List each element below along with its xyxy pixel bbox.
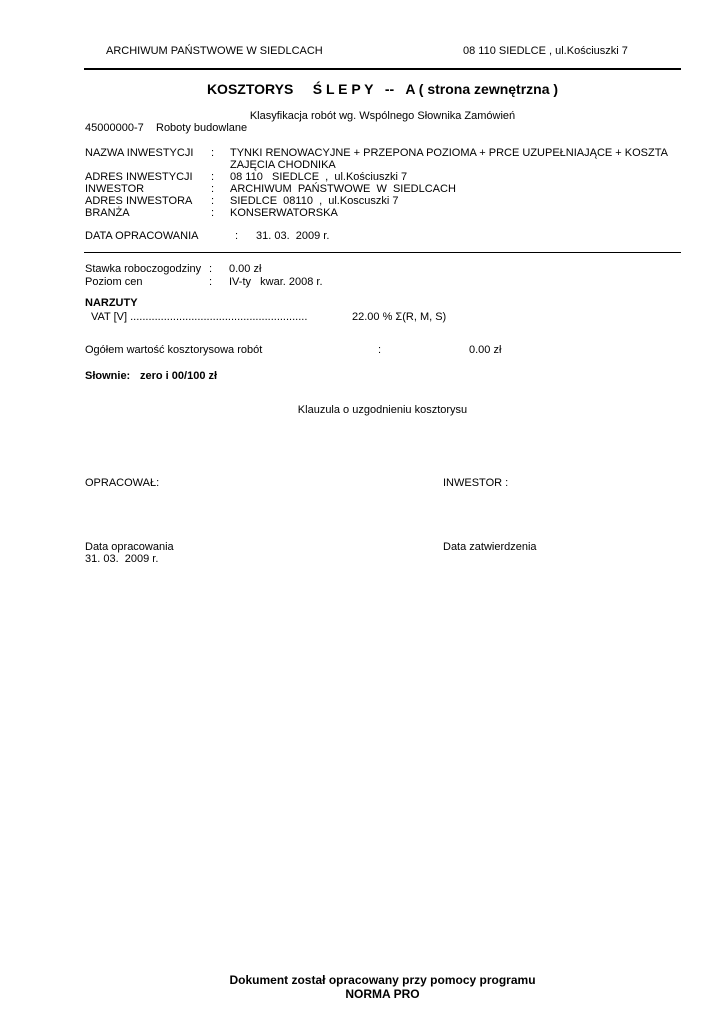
investor-signature-label: INWESTOR : (443, 477, 509, 489)
info-label-branch: BRANŻA (85, 207, 130, 219)
info-value-investor-address: SIEDLCE 08110 , ul.Koscuszki 7 (230, 195, 399, 207)
info-value-investment-address: 08 110 SIEDLCE , ul.Kościuszki 7 (230, 171, 408, 183)
header-divider (84, 68, 681, 70)
prepared-by-label: OPRACOWAŁ: (85, 477, 160, 489)
info-value-investment: TYNKI RENOWACYJNE + PRZEPONA POZIOMA + PRCE UZUPEŁNIAJĄCE + KOSZTA (230, 147, 668, 159)
rate-value: 0.00 zł (229, 263, 262, 275)
date-sep: : (235, 230, 239, 242)
in-words-label: Słownie: (85, 370, 131, 382)
info-value-branch: KONSERWATORSKA (230, 207, 338, 219)
info-sep: : (211, 183, 215, 195)
header-right: 08 110 SIEDLCE , ul.Kościuszki 7 (463, 45, 628, 57)
classification-name: Roboty budowlane (156, 122, 248, 134)
info-sep: : (211, 207, 215, 219)
total-sep: : (378, 344, 382, 356)
footer-line-2: NORMA PRO (345, 987, 420, 1001)
info-sep: : (211, 147, 215, 159)
date-label: DATA OPRACOWANIA (85, 230, 199, 242)
vat-value: 22.00 % Σ(R, M, S) (352, 311, 447, 323)
markups-heading: NARZUTY (85, 297, 138, 309)
approval-date-label: Data zatwierdzenia (443, 541, 537, 553)
vat-label: VAT [V] .......................................................... (91, 311, 308, 323)
rate-label: Stawka roboczogodziny (85, 263, 202, 275)
prep-date-label: Data opracowania (85, 541, 174, 553)
info-label-investment-address: ADRES INWESTYCJI (85, 171, 193, 183)
info-label-investment: NAZWA INWESTYCJI (85, 147, 194, 159)
info-label-investor: INWESTOR (85, 183, 145, 195)
price-level-sep: : (209, 276, 213, 288)
section-divider (84, 252, 681, 253)
info-label-investor-address: ADRES INWESTORA (85, 195, 193, 207)
price-level-label: Poziom cen (85, 276, 143, 288)
total-value: 0.00 zł (469, 344, 502, 356)
date-value: 31. 03. 2009 r. (256, 230, 330, 242)
price-level-value: IV-ty kwar. 2008 r. (229, 276, 323, 288)
info-sep: : (211, 171, 215, 183)
agreement-clause: Klauzula o uzgodnieniu kosztorysu (297, 404, 468, 416)
classification-caption: Klasyfikacja robót wg. Wspólnego Słownika Zamówień (249, 110, 516, 122)
total-label: Ogółem wartość kosztorysowa robót (85, 344, 263, 356)
page-title: KOSZTORYS Ś L E P Y -- A ( strona zewnętrzna ) (206, 81, 559, 97)
info-value-investment-cont: ZAJĘCIA CHODNIKA (230, 159, 336, 171)
in-words-value: zero i 00/100 zł (140, 370, 218, 382)
classification-code: 45000000-7 (85, 122, 144, 134)
header-left: ARCHIWUM PAŃSTWOWE W SIEDLCACH (106, 45, 323, 57)
prep-date-value: 31. 03. 2009 r. (85, 553, 159, 565)
info-value-investor: ARCHIWUM PAŃSTWOWE W SIEDLCACH (230, 183, 456, 195)
footer-line-1: Dokument został opracowany przy pomocy programu (229, 973, 536, 987)
info-sep: : (211, 195, 215, 207)
rate-sep: : (209, 263, 213, 275)
